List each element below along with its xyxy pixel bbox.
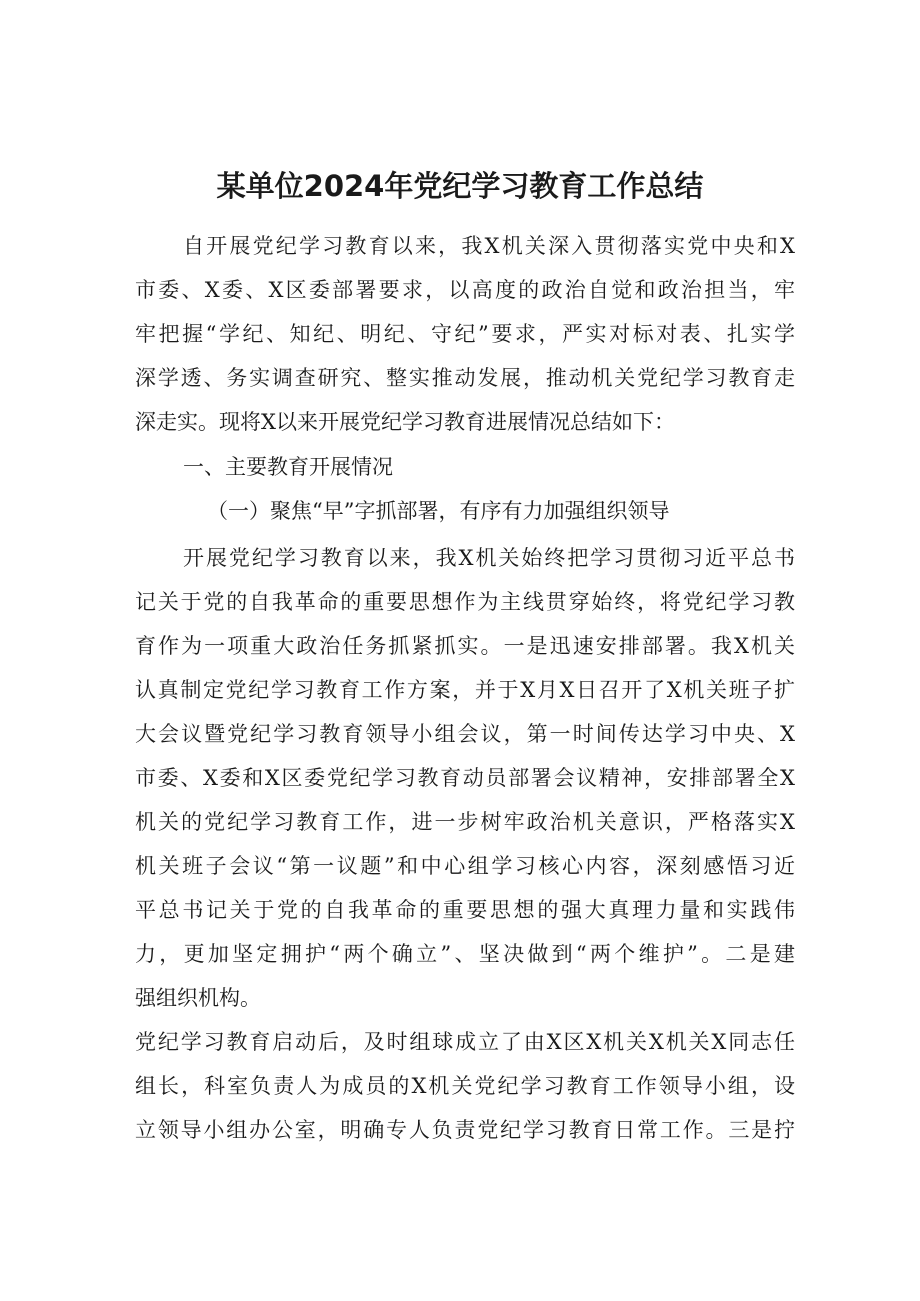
section-heading: 一、主要教育开展情况 [183,455,393,479]
document-title: 某单位2024年党纪学习教育工作总结 [216,169,704,203]
paragraph-line: 党纪学习教育启动后，及时组球成立了由X区X机关X机关X同志任 [135,1030,795,1054]
paragraph-line: 自开展党纪学习教育以来，我X机关深入贯彻落实党中央和X [183,234,795,258]
paragraph-line: 机关班子会议“第一议题”和中心组学习核心内容，深刻感悟习近 [135,854,795,878]
paragraph-line: 强组织机构。 [135,986,261,1010]
paragraph-line: 机关的党纪学习教育工作，进一步树牢政治机关意识，严格落实X [135,810,795,834]
paragraph-line: 平总书记关于党的自我革命的重要思想的强大真理力量和实践伟 [135,898,795,922]
paragraph-line: 市委、X委、X区委部署要求，以高度的政治自觉和政治担当，牢 [135,278,795,302]
paragraph-line: 组长，科室负责人为成员的X机关党纪学习教育工作领导小组，设 [135,1074,795,1098]
paragraph-line: 认真制定党纪学习教育工作方案，并于X月X日召开了X机关班子扩 [135,678,795,702]
paragraph-line: 牢把握“学纪、知纪、明纪、守纪”要求，严实对标对表、扎实学 [135,322,795,346]
paragraph-line: 育作为一项重大政治任务抓紧抓实。一是迅速安排部署。我X机关 [135,634,795,658]
paragraph-line: 力，更加坚定拥护“两个确立”、坚决做到“两个维护”。二是建 [135,942,795,966]
paragraph-line: 深学透、务实调查研究、整实推动发展，推动机关党纪学习教育走 [135,366,795,390]
paragraph-line: 立领导小组办公室，明确专人负责党纪学习教育日常工作。三是拧 [135,1118,795,1142]
subsection-heading: （一）聚焦“早”字抓部署，有序有力加强组织领导 [207,499,670,523]
paragraph-line: 深走实。现将X以来开展党纪学习教育进展情况总结如下： [135,410,675,434]
paragraph-line: 开展党纪学习教育以来，我X机关始终把学习贯彻习近平总书 [183,546,795,570]
paragraph-line: 市委、X委和X区委党纪学习教育动员部署会议精神，安排部署全X [135,766,795,790]
paragraph-line: 大会议暨党纪学习教育领导小组会议，第一时间传达学习中央、X [135,722,795,746]
paragraph-line: 记关于党的自我革命的重要思想作为主线贯穿始终，将党纪学习教 [135,590,795,614]
